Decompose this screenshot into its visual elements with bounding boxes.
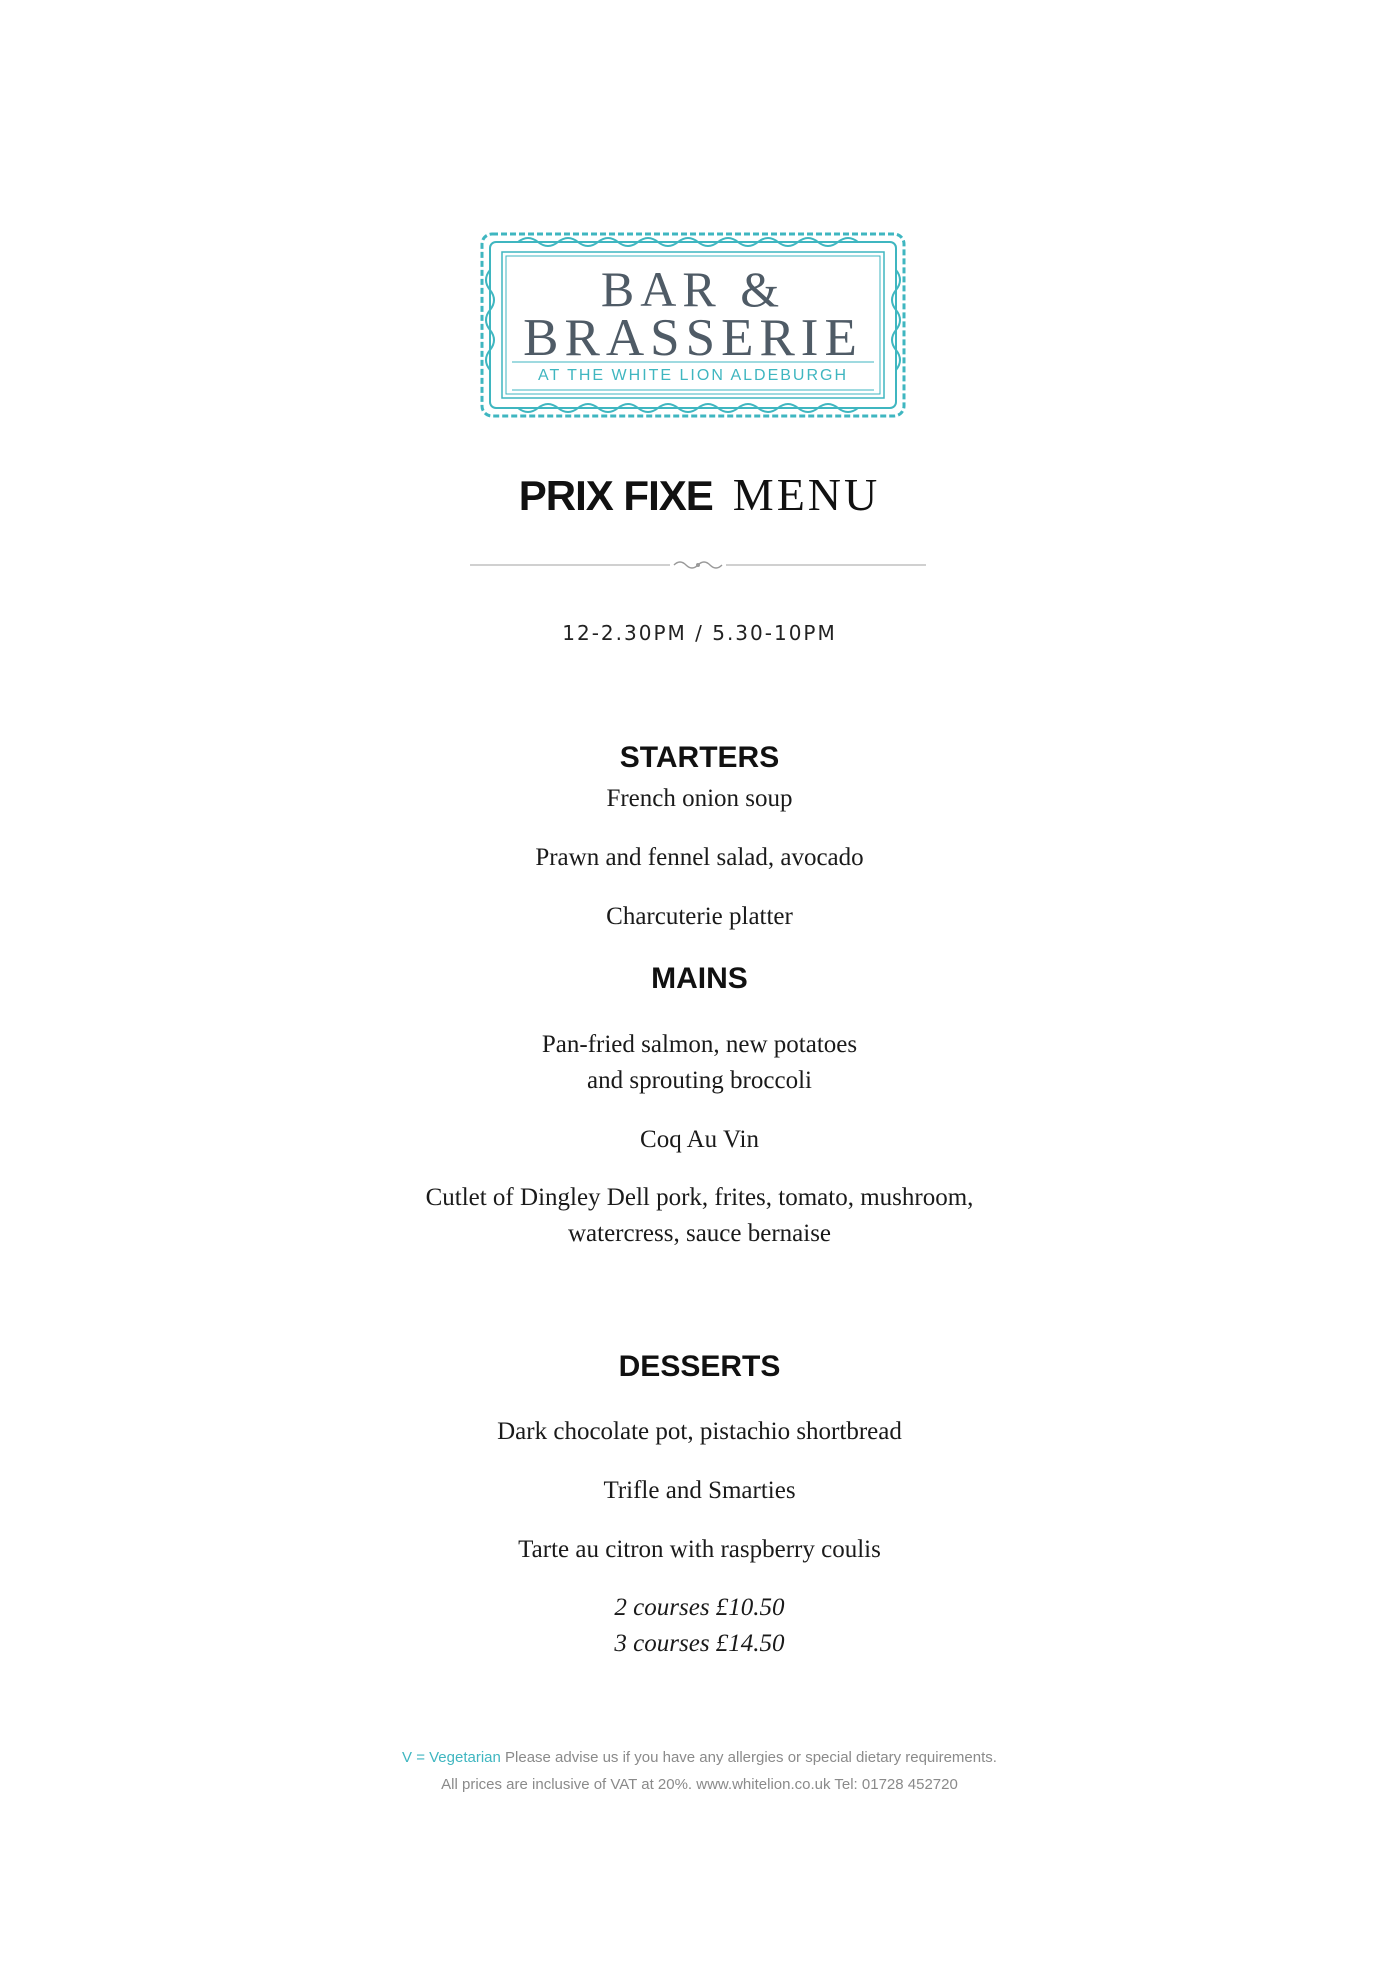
main-item-line: and sprouting broccoli [587,1067,812,1094]
page-title [0,468,1399,521]
main-item-line: Cutlet of Dingley Dell pork, frites, tomato, mushroom, [425,1184,974,1211]
logo-text-brasserie: BRASSERIE [523,309,863,367]
footer-line-2: All prices are inclusive of VAT at 20%. www.whitelion.co.uk Tel: 01728 452720 [441,1776,958,1793]
main-item [0,1027,1399,1099]
dessert-item: Tarte au citron with raspberry coulis [518,1536,881,1563]
brasserie-logo [478,230,908,420]
vegetarian-key: V = Vegetarian [402,1749,501,1766]
main-item-line: Pan-fried salmon, new potatoes [541,1031,858,1058]
starters-heading: STARTERS [619,741,780,774]
main-item [0,1180,1399,1252]
main-item-line: watercress, sauce bernaise [567,1220,832,1247]
logo-text-bar: BAR & [600,261,786,317]
dessert-item: Trifle and Smarties [603,1477,796,1504]
starter-item: Prawn and fennel salad, avocado [535,844,864,871]
ornamental-divider-icon [470,557,926,573]
price-three-courses: 3 courses £14.50 [614,1630,785,1657]
dessert-item: Dark chocolate pot, pistachio shortbread [497,1418,902,1445]
main-item [0,1122,1399,1158]
title-menu: MENU [732,469,881,520]
desserts-heading: DESSERTS [618,1350,781,1383]
service-hours: 12-2.30PM / 5.30-10PM [562,621,837,645]
price-two-courses: 2 courses £10.50 [614,1594,785,1621]
logo-text-location: AT THE WHITE LION ALDEBURGH [537,367,849,384]
course-prices [0,1590,1399,1662]
title-prix-fixe: PRIX FIXE [518,472,713,519]
starter-item: French onion soup [606,785,793,812]
main-item-line: Coq Au Vin [640,1126,759,1153]
footer-line-1 [0,1749,1399,1766]
allergy-note: Please advise us if you have any allergies or special dietary requirements. [500,1749,997,1766]
starter-item: Charcuterie platter [606,903,793,930]
mains-heading: MAINS [651,962,748,995]
